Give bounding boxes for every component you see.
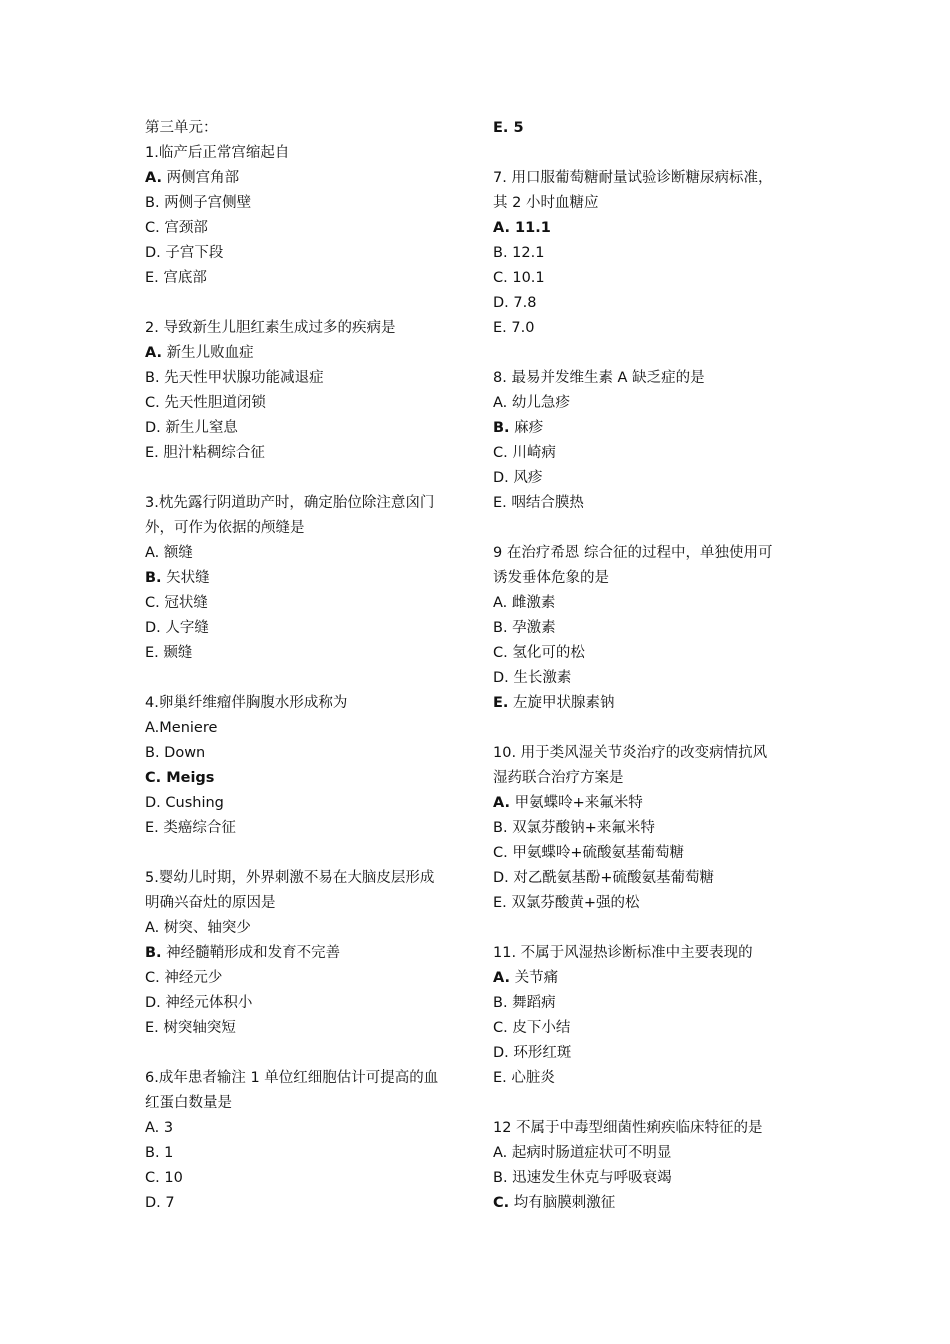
text-line: C. 川崎病 xyxy=(493,445,556,461)
text-line: E. 胆汁粘稠综合征 xyxy=(145,445,265,461)
text-line: C. 神经元少 xyxy=(145,970,223,986)
option-letter: C. xyxy=(493,1195,510,1211)
text-line: E. 宫底部 xyxy=(145,270,207,286)
text-line: D. 环形红斑 xyxy=(493,1045,572,1061)
text-line: E. 心脏炎 xyxy=(493,1070,555,1086)
spacer xyxy=(493,141,823,166)
text-line: E. 5 xyxy=(493,120,524,136)
text-line xyxy=(145,566,475,591)
option-text: 关节痛 xyxy=(510,970,559,986)
text-line: D. Cushing xyxy=(145,795,224,811)
option-text: 甲氨蝶呤+来氟米特 xyxy=(510,795,643,811)
text-line: B. 1 xyxy=(145,1145,174,1161)
option-text: 左旋甲状腺素钠 xyxy=(508,695,615,711)
text-line: B. 12.1 xyxy=(493,245,545,261)
text-line: 其 2 小时血糖应 xyxy=(493,195,599,211)
text-line: A. 额缝 xyxy=(145,545,193,561)
spacer xyxy=(493,916,823,941)
text-line: A. 3 xyxy=(145,1120,174,1136)
text-line: B. 先天性甲状腺功能减退症 xyxy=(145,370,324,386)
text-line: E. 咽结合膜热 xyxy=(493,495,584,511)
text-line: D. 7.8 xyxy=(493,295,537,311)
text-line: 1.临产后正常宫缩起自 xyxy=(145,145,290,161)
text-line: C. 皮下小结 xyxy=(493,1020,571,1036)
text-line: C. 氢化可的松 xyxy=(493,645,585,661)
option-letter: A. xyxy=(493,795,510,811)
text-line: 10. 用于类风湿关节炎治疗的改变病情抗风 xyxy=(493,745,768,761)
text-line: A. 树突、轴突少 xyxy=(145,920,251,936)
text-line xyxy=(493,966,823,991)
text-line: 湿药联合治疗方案是 xyxy=(493,770,624,786)
text-line xyxy=(493,691,823,716)
text-line: 3.枕先露行阴道助产时，确定胎位除注意囟门 xyxy=(145,495,435,511)
option-letter: B. xyxy=(145,945,162,961)
text-line: B. 孕激素 xyxy=(493,620,556,636)
text-line xyxy=(493,791,823,816)
text-line: E. 树突轴突短 xyxy=(145,1020,236,1036)
spacer xyxy=(493,1091,823,1116)
text-line: C. 冠状缝 xyxy=(145,595,208,611)
text-line: 9 在治疗希恩 综合征的过程中，单独使用可 xyxy=(493,545,773,561)
spacer xyxy=(493,716,823,741)
text-line: B. 舞蹈病 xyxy=(493,995,556,1011)
option-letter: A. xyxy=(145,170,162,186)
text-line: D. 神经元体积小 xyxy=(145,995,253,1011)
text-line xyxy=(145,941,475,966)
text-line: D. 新生儿窒息 xyxy=(145,420,238,436)
option-text: 神经髓鞘形成和发育不完善 xyxy=(161,945,341,961)
option-letter: B. xyxy=(145,570,162,586)
text-line: 11. 不属于风湿热诊断标准中主要表现的 xyxy=(493,945,753,961)
text-line: 2. 导致新生儿胆红素生成过多的疾病是 xyxy=(145,320,396,336)
text-line xyxy=(145,341,475,366)
text-line: C. 10.1 xyxy=(493,270,545,286)
text-line: 5.婴幼儿时期，外界刺激不易在大脑皮层形成 xyxy=(145,870,435,886)
spacer xyxy=(145,1041,475,1066)
left-column xyxy=(145,116,475,1216)
text-line: D. 7 xyxy=(145,1195,175,1211)
text-line xyxy=(145,166,475,191)
text-line: B. 两侧子宫侧壁 xyxy=(145,195,252,211)
text-line: 红蛋白数量是 xyxy=(145,1095,232,1111)
text-line: C. 甲氨蝶呤+硫酸氨基葡萄糖 xyxy=(493,845,684,861)
spacer xyxy=(493,341,823,366)
option-letter: A. xyxy=(493,970,510,986)
text-line: A. 幼儿急疹 xyxy=(493,395,570,411)
text-line: 第三单元： xyxy=(145,120,218,136)
spacer xyxy=(145,291,475,316)
spacer xyxy=(145,466,475,491)
text-line: C. Meigs xyxy=(145,770,215,786)
option-letter: A. xyxy=(145,345,162,361)
text-line: B. Down xyxy=(145,745,206,761)
text-line: A. 雌激素 xyxy=(493,595,556,611)
right-column xyxy=(493,116,823,1216)
text-line: A. 起病时肠道症状可不明显 xyxy=(493,1145,672,1161)
option-text: 新生儿败血症 xyxy=(162,345,254,361)
text-line: 外，可作为依据的颅缝是 xyxy=(145,520,305,536)
text-line: 6.成年患者输注 1 单位红细胞估计可提高的血 xyxy=(145,1070,439,1086)
text-line: E. 颞缝 xyxy=(145,645,193,661)
text-line: C. 宫颈部 xyxy=(145,220,208,236)
text-line: 明确兴奋灶的原因是 xyxy=(145,895,276,911)
option-text: 麻疹 xyxy=(509,420,544,436)
text-line: E. 7.0 xyxy=(493,320,535,336)
text-line: C. 10 xyxy=(145,1170,183,1186)
text-line xyxy=(493,416,823,441)
text-line: 8. 最易并发维生素 A 缺乏症的是 xyxy=(493,370,705,386)
text-line: E. 类癌综合征 xyxy=(145,820,236,836)
option-letter: B. xyxy=(493,420,510,436)
text-line: 诱发垂体危象的是 xyxy=(493,570,609,586)
option-text: 均有脑膜刺激征 xyxy=(509,1195,616,1211)
spacer xyxy=(145,666,475,691)
text-line: D. 子宫下段 xyxy=(145,245,224,261)
text-line: E. 双氯芬酸黄+强的松 xyxy=(493,895,640,911)
text-line: 12 不属于中毒型细菌性痢疾临床特征的是 xyxy=(493,1120,763,1136)
text-line: A. 11.1 xyxy=(493,220,551,236)
option-text: 矢状缝 xyxy=(161,570,210,586)
text-line xyxy=(493,1191,823,1216)
text-line: D. 风疹 xyxy=(493,470,543,486)
text-line: B. 迅速发生休克与呼吸衰竭 xyxy=(493,1170,672,1186)
text-line: 4.卵巢纤维瘤伴胸腹水形成称为 xyxy=(145,695,348,711)
spacer xyxy=(493,516,823,541)
text-line: D. 对乙酰氨基酚+硫酸氨基葡萄糖 xyxy=(493,870,715,886)
spacer xyxy=(145,841,475,866)
text-line: 7. 用口服葡萄糖耐量试验诊断糖尿病标准， xyxy=(493,170,773,186)
option-letter: E. xyxy=(493,695,509,711)
text-line: D. 人字缝 xyxy=(145,620,209,636)
text-line: D. 生长激素 xyxy=(493,670,572,686)
text-line: A.Meniere xyxy=(145,720,218,736)
option-text: 两侧宫角部 xyxy=(162,170,240,186)
text-line: B. 双氯芬酸钠+来氟米特 xyxy=(493,820,655,836)
text-line: C. 先天性胆道闭锁 xyxy=(145,395,266,411)
